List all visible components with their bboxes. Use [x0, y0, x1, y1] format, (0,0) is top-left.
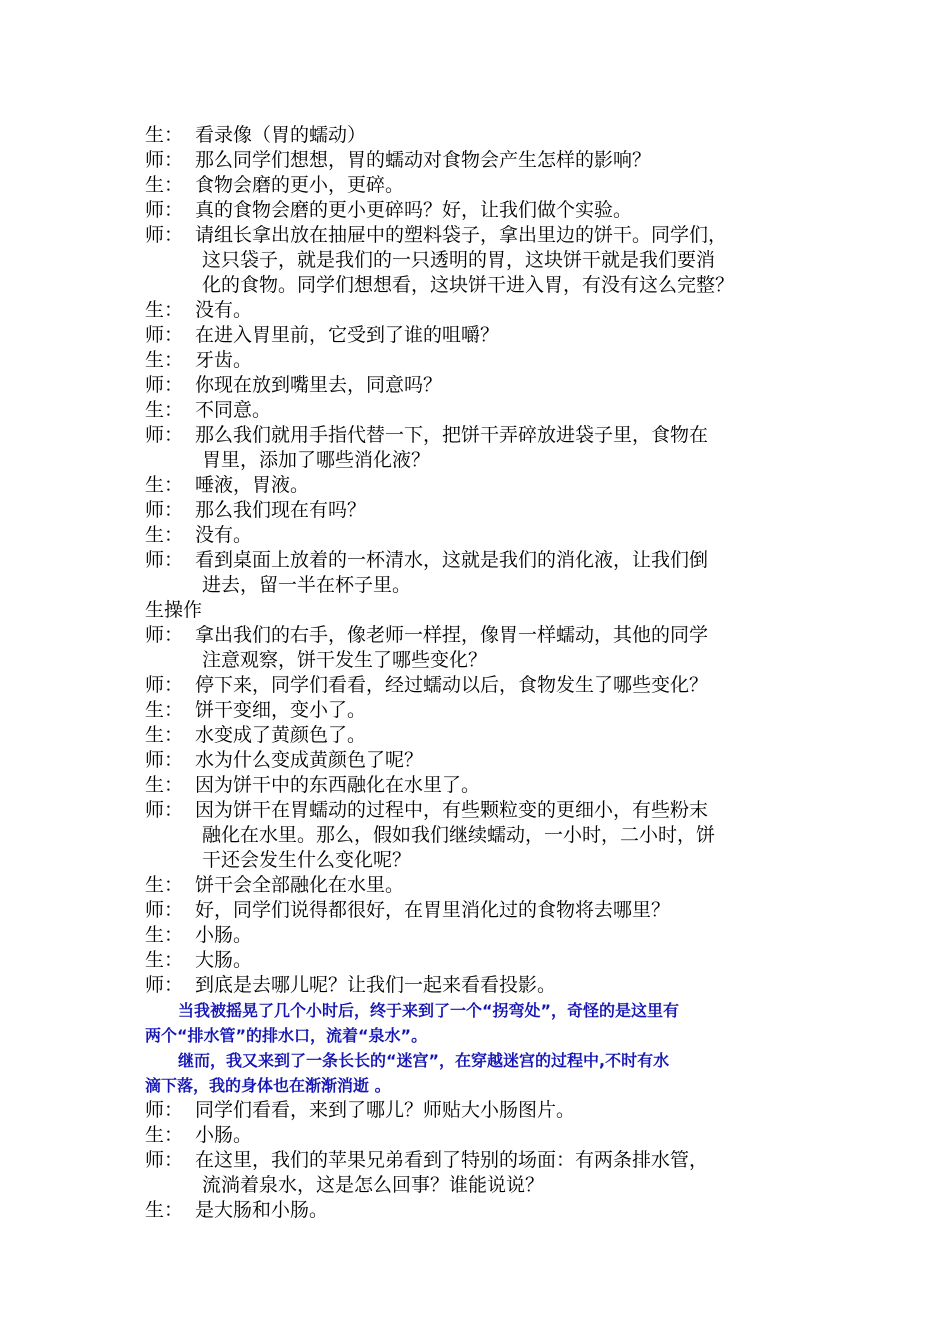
speaker-label: 生： [145, 399, 184, 421]
dialogue-line [145, 348, 835, 373]
line-text: 饼干变细，变小了。 [195, 699, 367, 721]
line-text: 没有。 [195, 299, 253, 321]
speaker-label: 生： [145, 1199, 184, 1221]
dialogue-line [145, 673, 835, 698]
line-text: 化的食物。同学们想想看，这块饼干进入胃，有没有这么完整？ [202, 274, 735, 296]
line-text: 因为饼干在胃蠕动的过程中，有些颗粒变的更细小，有些粉末 [195, 799, 709, 821]
speaker-label: 师： [145, 974, 184, 996]
dialogue-line [145, 973, 835, 998]
speaker-label: 师： [145, 749, 184, 771]
dialogue-line [145, 1098, 835, 1123]
speaker-label: 生： [145, 299, 184, 321]
line-text: 停下来，同学们看看，经过蠕动以后，食物发生了哪些变化？ [195, 674, 709, 696]
line-text: 好，同学们说得都很好，在胃里消化过的食物将去哪里？ [195, 899, 671, 921]
dialogue-line [145, 1198, 835, 1223]
line-text: 那么我们现在有吗？ [195, 499, 367, 521]
line-text: 是大肠和小肠。 [195, 1199, 329, 1221]
line-text: 这只袋子，就是我们的一只透明的胃，这块饼干就是我们要消 [202, 249, 716, 271]
narration-line: 当我被摇晃了几个小时后，终于来到了一个“拐弯处”，奇怪的是这里有 [178, 1001, 680, 1020]
narration-line: 滴下落，我的身体也在渐渐消逝 。 [145, 1076, 391, 1095]
line-text: 看到桌面上放着的一杯清水，这就是我们的消化液，让我们倒 [195, 549, 709, 571]
dialogue-line [145, 798, 835, 823]
dialogue-line [145, 873, 835, 898]
speaker-label: 生： [145, 724, 184, 746]
dialogue-line [145, 1123, 835, 1148]
line-text: 不同意。 [195, 399, 272, 421]
line-text: 水变成了黄颜色了。 [195, 724, 367, 746]
line-text: 流淌着泉水，这是怎么回事？谁能说说？ [202, 1174, 545, 1196]
line-text: 真的食物会磨的更小更碎吗？好，让我们做个实验。 [195, 199, 633, 221]
stage-direction: 生操作 [145, 599, 203, 621]
line-text: 因为饼干中的东西融化在水里了。 [195, 774, 481, 796]
speaker-label: 师： [145, 374, 184, 396]
speaker-label: 师： [145, 899, 184, 921]
speaker-label: 生： [145, 874, 184, 896]
speaker-label: 生： [145, 474, 184, 496]
dialogue-line [145, 623, 835, 648]
dialogue-line [145, 298, 835, 323]
narration-section [145, 998, 835, 1098]
line-text: 胃里，添加了哪些消化液？ [202, 449, 431, 471]
narration-line: 继而，我又来到了一条长长的“迷宫”，在穿越迷宫的过程中,不时有水 [178, 1051, 670, 1070]
line-text: 干还会发生什么变化呢？ [202, 849, 412, 871]
speaker-label: 生： [145, 774, 184, 796]
line-text: 那么我们就用手指代替一下，把饼干弄碎放进袋子里，食物在 [195, 424, 709, 446]
dialogue-line [145, 948, 835, 973]
line-text: 食物会磨的更小，更碎。 [195, 174, 405, 196]
line-text: 小肠。 [195, 1124, 253, 1146]
speaker-label: 生： [145, 524, 184, 546]
speaker-label: 生： [145, 124, 184, 146]
dialogue-line [145, 123, 835, 148]
dialogue-section-2 [145, 1098, 835, 1223]
dialogue-line [145, 448, 835, 473]
line-text: 在这里，我们的苹果兄弟看到了特别的场面：有两条排水管， [195, 1149, 709, 1171]
line-text: 小肠。 [195, 924, 253, 946]
narration-line: 两个“排水管”的排水口，流着“泉水”。 [145, 1026, 428, 1045]
line-text: 拿出我们的右手，像老师一样捏，像胃一样蠕动，其他的同学 [195, 624, 709, 646]
dialogue-line [145, 498, 835, 523]
speaker-label: 师： [145, 199, 184, 221]
line-text: 到底是去哪儿呢？让我们一起来看看投影。 [195, 974, 557, 996]
dialogue-line [145, 698, 835, 723]
speaker-label: 师： [145, 499, 184, 521]
speaker-label: 生： [145, 699, 184, 721]
speaker-label: 师： [145, 424, 184, 446]
line-text: 同学们看看，来到了哪儿？师贴大小肠图片。 [195, 1099, 576, 1121]
line-text: 融化在水里。那么，假如我们继续蠕动，一小时，二小时，饼 [202, 824, 716, 846]
line-text: 大肠。 [195, 949, 253, 971]
speaker-label: 师： [145, 149, 184, 171]
dialogue-line [145, 773, 835, 798]
document-body [145, 123, 835, 1223]
speaker-label: 生： [145, 349, 184, 371]
line-text: 看录像（胃的蠕动） [195, 124, 367, 146]
dialogue-line [145, 748, 835, 773]
dialogue-line [145, 923, 835, 948]
speaker-label: 生： [145, 174, 184, 196]
dialogue-line [145, 523, 835, 548]
line-text: 在进入胃里前，它受到了谁的咀嚼？ [195, 324, 500, 346]
dialogue-line [145, 373, 835, 398]
dialogue-line [145, 1148, 835, 1173]
dialogue-line [145, 148, 835, 173]
dialogue-line [145, 598, 835, 623]
dialogue-line [145, 898, 835, 923]
speaker-label: 生： [145, 1124, 184, 1146]
speaker-label: 师： [145, 549, 184, 571]
line-text: 牙齿。 [195, 349, 253, 371]
dialogue-line [145, 173, 835, 198]
dialogue-line [145, 823, 835, 848]
speaker-label: 生： [145, 949, 184, 971]
speaker-label: 师： [145, 799, 184, 821]
dialogue-line [145, 248, 835, 273]
speaker-label: 师： [145, 324, 184, 346]
speaker-label: 师： [145, 1149, 184, 1171]
dialogue-line [145, 723, 835, 748]
line-text: 水为什么变成黄颜色了呢？ [195, 749, 424, 771]
dialogue-line [145, 548, 835, 573]
line-text: 没有。 [195, 524, 253, 546]
speaker-label: 生： [145, 924, 184, 946]
dialogue-section-1 [145, 123, 835, 998]
dialogue-line [145, 398, 835, 423]
dialogue-line [145, 223, 835, 248]
line-text: 饼干会全部融化在水里。 [195, 874, 405, 896]
dialogue-line [145, 573, 835, 598]
line-text: 请组长拿出放在抽屉中的塑料袋子，拿出里边的饼干。同学们， [195, 224, 728, 246]
line-text: 唾液，胃液。 [195, 474, 310, 496]
line-text: 那么同学们想想，胃的蠕动对食物会产生怎样的影响？ [195, 149, 652, 171]
speaker-label: 师： [145, 1099, 184, 1121]
line-text: 注意观察，饼干发生了哪些变化？ [202, 649, 488, 671]
line-text: 你现在放到嘴里去，同意吗？ [195, 374, 443, 396]
dialogue-line [145, 273, 835, 298]
dialogue-line [145, 473, 835, 498]
dialogue-line [145, 848, 835, 873]
speaker-label: 师： [145, 624, 184, 646]
dialogue-line [145, 323, 835, 348]
dialogue-line [145, 648, 835, 673]
speaker-label: 师： [145, 224, 184, 246]
dialogue-line [145, 1173, 835, 1198]
line-text: 进去，留一半在杯子里。 [202, 574, 412, 596]
dialogue-line [145, 423, 835, 448]
dialogue-line [145, 198, 835, 223]
speaker-label: 师： [145, 674, 184, 696]
